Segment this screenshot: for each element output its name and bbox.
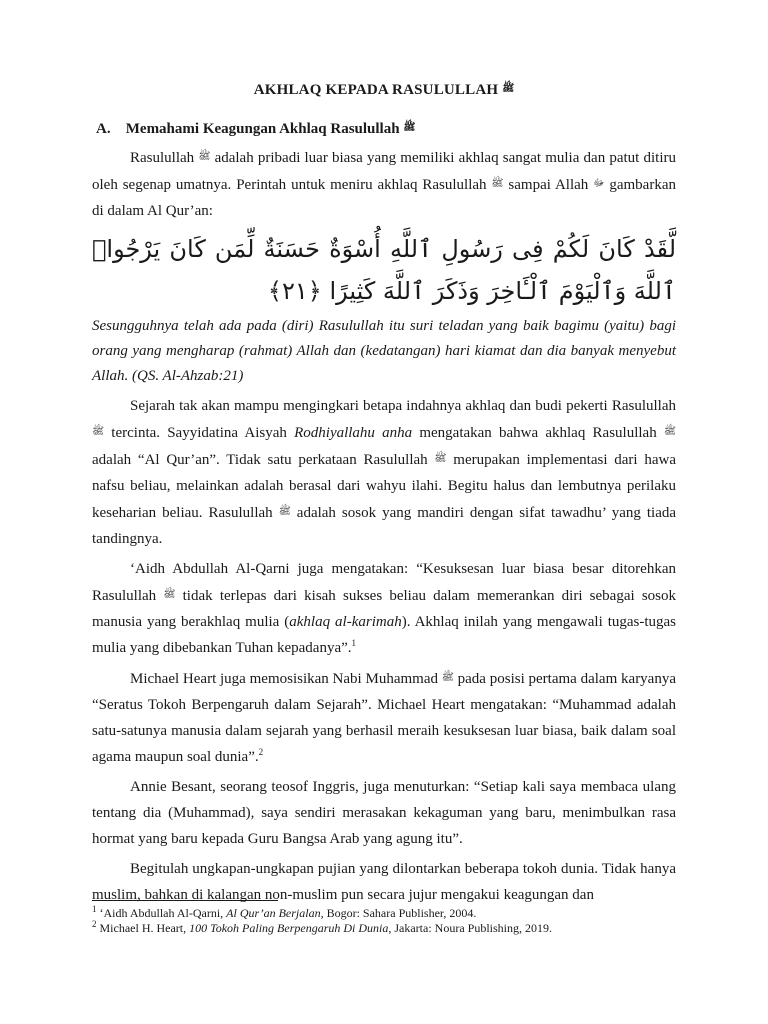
- footnote-ref-1[interactable]: 1: [351, 638, 357, 648]
- section-title: Memahami Keagungan Akhlaq Rasulullah: [125, 121, 400, 137]
- paragraph-intro: [92, 144, 676, 224]
- text-run: adalah pribadi luar biasa yang memiliki akhlaq sangat mulia dan patut ditiru oleh segenap umatnya. Perintah untuk meniru akhlaq Rasulullah: [92, 150, 676, 193]
- footnote-ref-2[interactable]: 2: [258, 747, 264, 757]
- footnote-publication: Bogor: Sahara Publisher, 2004.: [326, 906, 477, 920]
- footnote-divider: [92, 900, 278, 901]
- saw-honorific-icon: ﷺ: [434, 453, 447, 464]
- italic-run: Rodhiyallahu anha: [294, 425, 413, 441]
- footnote-number: 1: [92, 904, 97, 914]
- arabic-verse: لَّقَدْ كَانَ لَكُمْ فِى رَسُولِ ٱللَّهِ أُسْوَةٌ حَسَنَةٌ لِّمَن كَانَ يَرْجُوا۟ ٱللَّهَ وَٱلْيَوْمَ ٱلْـَٔاخِرَ وَذَكَرَ ٱللَّهَ كَثِيرًا ﴿٢١﴾: [92, 235, 676, 305]
- saw-honorific-icon: ﷺ: [663, 426, 676, 437]
- paragraph-history: [92, 393, 676, 552]
- footnote-work: 100 Tokoh Paling Berpengaruh Di Dunia,: [189, 921, 392, 935]
- footnote-1: [92, 906, 692, 921]
- saw-honorific-icon: ﷺ: [92, 426, 105, 437]
- paragraph-annie-besant: Annie Besant, seorang teosof Inggris, juga menuturkan: “Setiap kali saya membaca ulang tentang dia (Muhammad), saya sendiri merasakan kekaguman yang baru, menimbulkan rasa hormat yang baru kepada Guru Bangsa Arab yang agung itu”.: [92, 779, 676, 847]
- section-number: A.: [96, 121, 111, 137]
- saw-honorific-icon: ﷺ: [278, 506, 291, 517]
- paragraph-michael-heart: [92, 665, 676, 770]
- text-run: ‘Aidh Abdullah Al-Qarni juga mengatakan: “Kesuksesan luar biasa besar ditorehkan Rasulullah: [92, 561, 676, 604]
- footnote-author: Michael H. Heart,: [99, 921, 187, 935]
- footnote-publication: Jakarta: Noura Publishing, 2019.: [394, 921, 553, 935]
- text-run: pada posisi pertama dalam karyanya “Seratus Tokoh Berpengaruh dalam Sejarah”. Michael Heart mengatakan: “Muhammad adalah satu-satunya manusia dalam sejarah yang berhasil meraih kesuksesan luar biasa, baik dalam soal agama maupun soal dunia”.: [92, 671, 677, 765]
- text-run: gambarkan di dalam Al Qur’an:: [92, 177, 676, 219]
- saw-honorific-icon: ﷺ: [491, 178, 504, 189]
- text-run: mengatakan bahwa akhlaq Rasulullah: [419, 425, 657, 441]
- footnote-2: [92, 921, 692, 936]
- swt-honorific-icon: ﷻ: [593, 178, 605, 189]
- text-run: adalah “Al Qur’an”. Tidak satu perkataan Rasulullah: [92, 452, 428, 468]
- saw-honorific-icon: ﷺ: [403, 122, 416, 133]
- footnote-work: Al Qur’an Berjalan,: [226, 906, 324, 920]
- text-run: adalah sosok yang mandiri dengan sifat tawadhu’ yang tiada tandingnya.: [92, 505, 677, 547]
- text-run: Michael Heart juga memosisikan Nabi Muhammad: [130, 671, 438, 687]
- text-run: merupakan implementasi dari hawa nafsu beliau, melainkan adalah berasal dari wahyu ilahi. Begitu halus dan lembutnya perilaku keseharian beliau. Rasulullah: [92, 452, 676, 521]
- section-heading: [92, 121, 676, 138]
- text-run: ). Akhlaq inilah yang mengawali tugas-tugas mulia yang dibebankan Tuhan kepadanya”.: [92, 614, 677, 656]
- text-run: Sejarah tak akan mampu mengingkari betapa indahnya akhlaq dan budi pekerti Rasulullah: [130, 398, 676, 414]
- footnote-author: ‘Aidh Abdullah Al-Qarni,: [99, 906, 224, 920]
- verse-translation: Sesungguhnya telah ada pada (diri) Rasulullah itu suri teladan yang baik bagimu (yaitu) bagi orang yang mengharap (rahmat) Allah dan (kedatangan) hari kiamat dan dia banyak menyebut Allah. (QS. Al-Ahzab:21): [92, 318, 676, 384]
- title-text: AKHLAQ KEPADA RASULULLAH: [253, 82, 499, 98]
- saw-honorific-icon: ﷺ: [163, 589, 176, 600]
- saw-honorific-icon: ﷺ: [441, 672, 454, 683]
- italic-run: akhlaq al-karimah: [289, 614, 402, 630]
- text-run: tercinta. Sayyidatina Aisyah: [111, 425, 287, 441]
- paragraph-al-qarni: [92, 556, 676, 661]
- footnote-number: 2: [92, 919, 97, 929]
- saw-honorific-icon: ﷺ: [198, 151, 211, 162]
- page-body: [92, 82, 676, 912]
- text-run: Rasulullah: [130, 150, 195, 166]
- saw-honorific-icon: ﷺ: [502, 83, 515, 94]
- text-run: tidak terlepas dari kisah sukses beliau dalam memerankan diri sebagai sosok manusia yang berakhlaq mulia (: [92, 588, 677, 630]
- paragraph-conclusion: Begitulah ungkapan-ungkapan pujian yang dilontarkan beberapa tokoh dunia. Tidak hanya muslim, bahkan di kalangan non-muslim pun secara jujur mengakui keagungan dan: [92, 861, 676, 903]
- footnotes: [92, 906, 692, 936]
- text-run: sampai Allah: [508, 177, 589, 193]
- page-title: [92, 82, 676, 99]
